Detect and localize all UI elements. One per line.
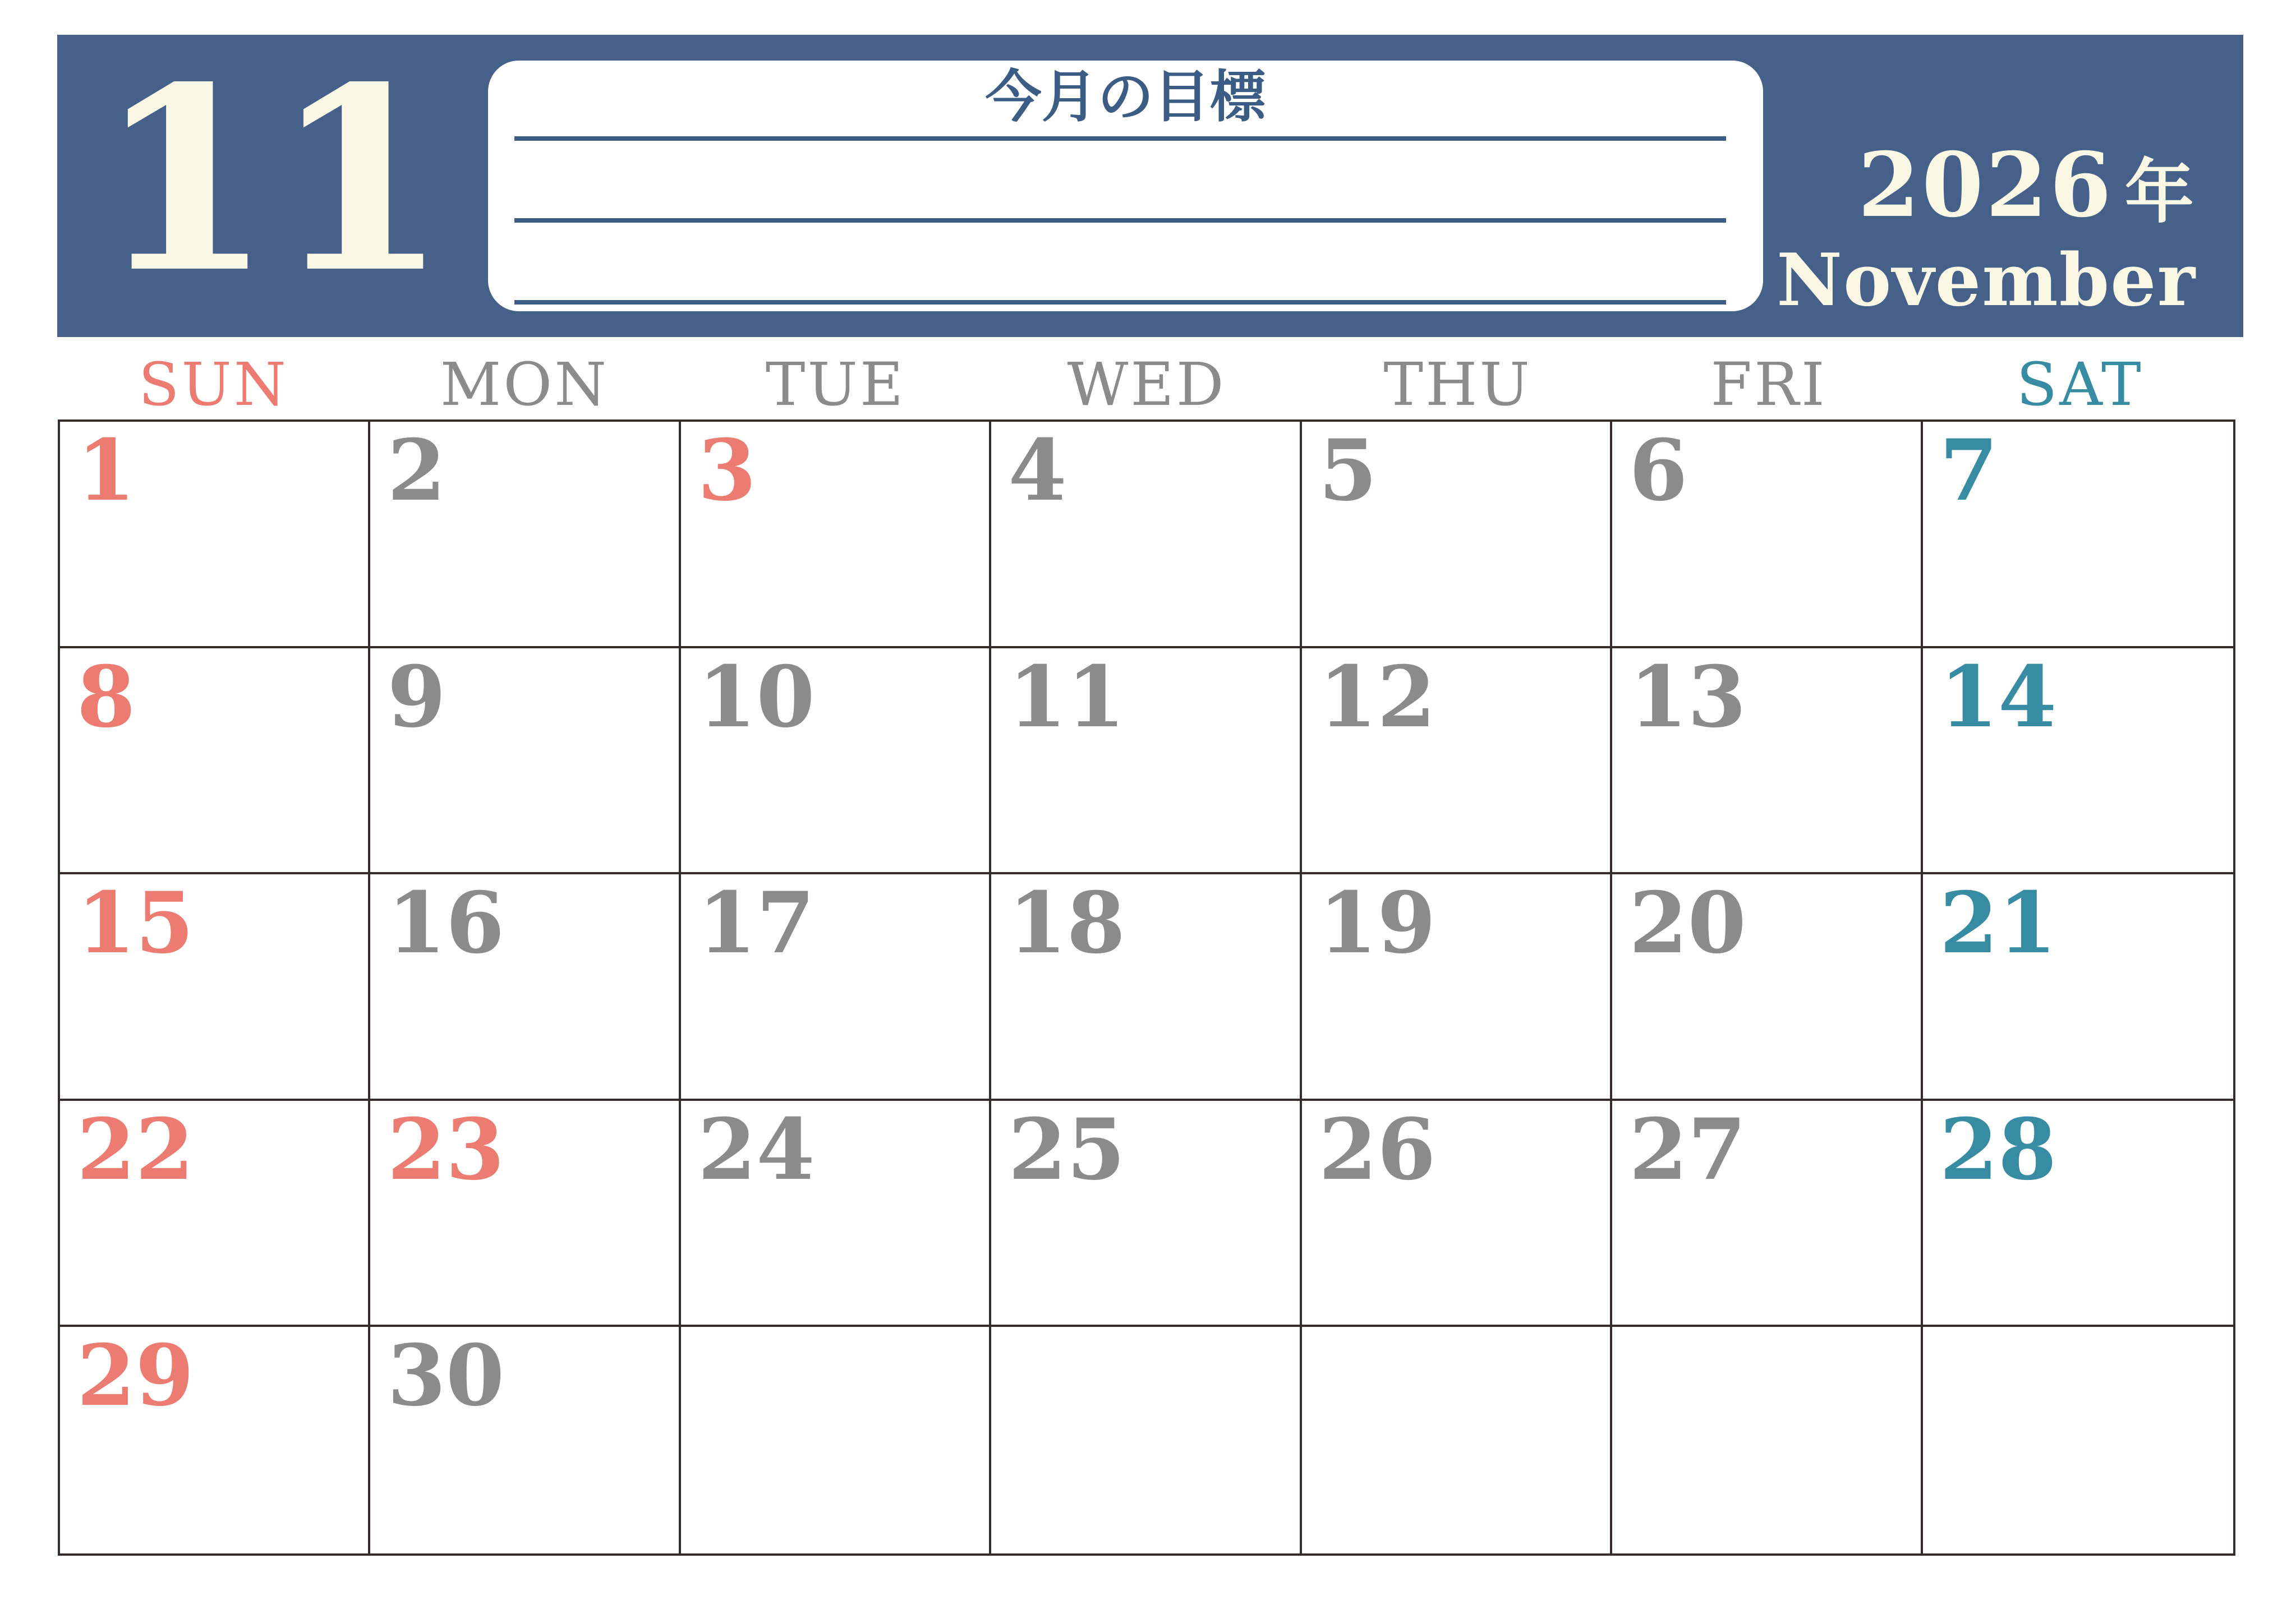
month-name: November bbox=[1777, 238, 2196, 322]
day-cell-20 bbox=[1612, 874, 1922, 1101]
day-cell-19 bbox=[1302, 874, 1612, 1101]
date-number: 5 bbox=[1318, 421, 1378, 520]
date-number: 23 bbox=[387, 1100, 505, 1199]
date-number: 12 bbox=[1318, 647, 1436, 746]
date-number: 14 bbox=[1939, 647, 2057, 746]
day-cell-7 bbox=[1923, 422, 2233, 648]
day-cell-22 bbox=[60, 1101, 370, 1327]
goal-writing-line bbox=[514, 218, 1726, 223]
day-cell-5 bbox=[1302, 422, 1612, 648]
date-number: 13 bbox=[1629, 647, 1746, 746]
day-cell-24 bbox=[681, 1101, 991, 1327]
date-number: 15 bbox=[77, 874, 194, 973]
day-cell-18 bbox=[991, 874, 1301, 1101]
day-cell-empty bbox=[1923, 1327, 2233, 1553]
day-cell-empty bbox=[681, 1327, 991, 1553]
weekday-row bbox=[58, 348, 2235, 422]
month-number: 11 bbox=[96, 31, 449, 329]
weekday-label-sun: SUN bbox=[138, 350, 288, 419]
goal-writing-line bbox=[514, 300, 1726, 305]
day-cell-17 bbox=[681, 874, 991, 1101]
date-number: 16 bbox=[387, 874, 505, 973]
day-cell-9 bbox=[370, 648, 680, 875]
date-number: 3 bbox=[697, 421, 757, 520]
date-number: 28 bbox=[1939, 1100, 2057, 1199]
day-cell-6 bbox=[1612, 422, 1922, 648]
date-number: 1 bbox=[77, 421, 136, 520]
day-cell-12 bbox=[1302, 648, 1612, 875]
day-cell-26 bbox=[1302, 1101, 1612, 1327]
day-cell-28 bbox=[1923, 1101, 2233, 1327]
monthly-goal-title: 今月の目標 bbox=[985, 64, 1266, 130]
day-cell-10 bbox=[681, 648, 991, 875]
weekday-label-thu: THU bbox=[1383, 350, 1532, 419]
date-number: 25 bbox=[1008, 1100, 1126, 1199]
date-number: 26 bbox=[1318, 1100, 1436, 1199]
day-cell-29 bbox=[60, 1327, 370, 1553]
year-month-block bbox=[1777, 133, 2196, 322]
day-cell-empty bbox=[1612, 1327, 1922, 1553]
date-number: 10 bbox=[697, 647, 815, 746]
date-number: 22 bbox=[77, 1100, 194, 1199]
date-number: 30 bbox=[387, 1326, 505, 1426]
date-number: 24 bbox=[697, 1100, 815, 1199]
calendar-grid bbox=[58, 419, 2235, 1556]
day-cell-13 bbox=[1612, 648, 1922, 875]
date-number: 9 bbox=[387, 647, 446, 746]
weekday-label-wed: WED bbox=[1067, 350, 1226, 419]
weekday-label-tue: TUE bbox=[765, 350, 906, 419]
monthly-goal-box bbox=[488, 61, 1763, 311]
date-number: 20 bbox=[1629, 874, 1746, 973]
day-cell-2 bbox=[370, 422, 680, 648]
weekday-label-mon: MON bbox=[440, 350, 609, 419]
date-number: 11 bbox=[1008, 647, 1126, 746]
year-label bbox=[1777, 133, 2196, 237]
date-number: 6 bbox=[1629, 421, 1688, 520]
day-cell-27 bbox=[1612, 1101, 1922, 1327]
date-number: 17 bbox=[697, 874, 815, 973]
day-cell-3 bbox=[681, 422, 991, 648]
day-cell-16 bbox=[370, 874, 680, 1101]
day-cell-1 bbox=[60, 422, 370, 648]
weekday-label-fri: FRI bbox=[1710, 350, 1827, 419]
date-number: 18 bbox=[1008, 874, 1126, 973]
day-cell-21 bbox=[1923, 874, 2233, 1101]
day-cell-4 bbox=[991, 422, 1301, 648]
weekday-label-sat: SAT bbox=[2016, 350, 2143, 419]
day-cell-empty bbox=[1302, 1327, 1612, 1553]
year-number: 2026 bbox=[1858, 133, 2114, 237]
day-cell-30 bbox=[370, 1327, 680, 1553]
goal-writing-line bbox=[514, 136, 1726, 141]
day-cell-25 bbox=[991, 1101, 1301, 1327]
date-number: 27 bbox=[1629, 1100, 1746, 1199]
day-cell-empty bbox=[991, 1327, 1301, 1553]
day-cell-8 bbox=[60, 648, 370, 875]
day-cell-14 bbox=[1923, 648, 2233, 875]
year-suffix: 年 bbox=[2124, 151, 2196, 233]
date-number: 8 bbox=[77, 647, 136, 746]
day-cell-11 bbox=[991, 648, 1301, 875]
date-number: 4 bbox=[1008, 421, 1067, 520]
day-cell-15 bbox=[60, 874, 370, 1101]
date-number: 21 bbox=[1939, 874, 2057, 973]
date-number: 7 bbox=[1939, 421, 1998, 520]
date-number: 29 bbox=[77, 1326, 194, 1426]
date-number: 19 bbox=[1318, 874, 1436, 973]
day-cell-23 bbox=[370, 1101, 680, 1327]
date-number: 2 bbox=[387, 421, 446, 520]
